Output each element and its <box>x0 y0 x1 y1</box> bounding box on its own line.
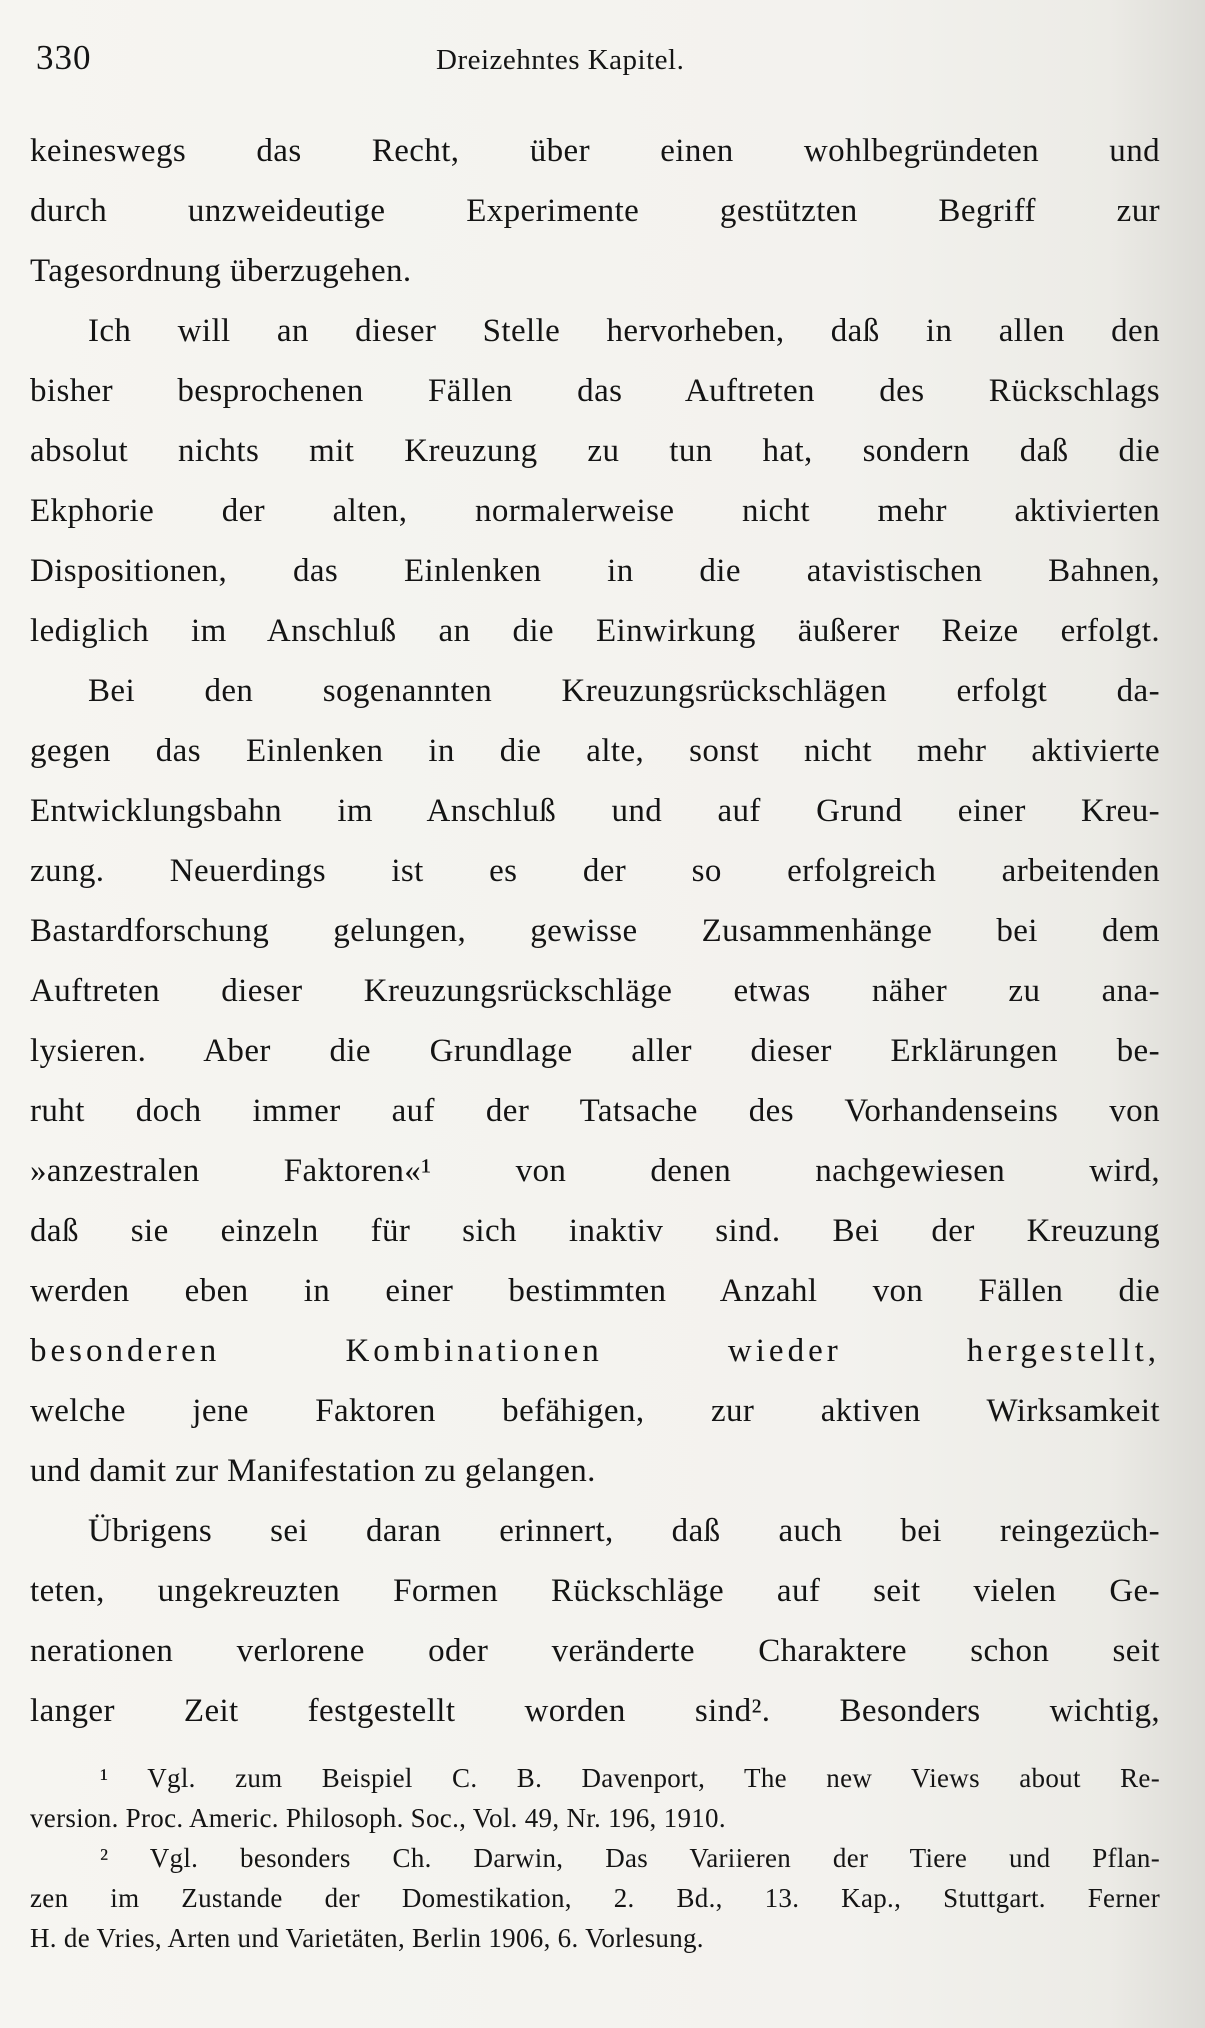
text-line: gegen das Einlenken in die alte, sonst nicht mehr aktivierte <box>30 733 1160 769</box>
page-number: 330 <box>36 38 92 77</box>
text-line: und damit zur Manifestation zu gelangen. <box>30 1453 596 1489</box>
text-line: Ekphorie der alten, normalerweise nicht mehr aktivierten <box>30 493 1160 529</box>
footnote-line: ² Vgl. besonders Ch. Darwin, Das Variieren der Tiere und Pflan- <box>100 1843 1160 1873</box>
footnotes <box>30 1758 1160 1958</box>
text-line: Bei den sogenannten Kreuzungsrückschlägen erfolgt da- <box>88 673 1160 709</box>
text-line: Auftreten dieser Kreuzungsrückschläge etwas näher zu ana- <box>30 973 1160 1009</box>
text-line: teten, ungekreuzten Formen Rückschläge auf seit vielen Ge- <box>30 1573 1160 1609</box>
text-line: »anzestralen Faktoren«¹ von denen nachgewiesen wird, <box>30 1153 1160 1189</box>
footnote-line: ¹ Vgl. zum Beispiel C. B. Davenport, The new Views about Re- <box>100 1763 1160 1793</box>
text-line: ruht doch immer auf der Tatsache des Vorhandenseins von <box>30 1093 1160 1129</box>
text-line: daß sie einzeln für sich inaktiv sind. Bei der Kreuzung <box>30 1213 1160 1249</box>
text-line: langer Zeit festgestellt worden sind². Besonders wichtig, <box>30 1693 1160 1729</box>
body-text <box>30 121 1160 1741</box>
text-line: nerationen verlorene oder veränderte Charaktere schon seit <box>30 1633 1160 1669</box>
page-header <box>36 38 1160 94</box>
running-head: Dreizehntes Kapitel. <box>436 44 685 76</box>
text-line: lysieren. Aber die Grundlage aller dieser Erklärungen be- <box>30 1033 1160 1069</box>
text-line: Bastardforschung gelungen, gewisse Zusammenhänge bei dem <box>30 913 1160 949</box>
text-line: Entwicklungsbahn im Anschluß und auf Grund einer Kreu- <box>30 793 1160 829</box>
text-line: Tagesordnung überzugehen. <box>30 253 412 289</box>
text-line: keineswegs das Recht, über einen wohlbegründeten und <box>30 133 1160 169</box>
text-line: Dispositionen, das Einlenken in die atavistischen Bahnen, <box>30 553 1160 589</box>
text-line: zung. Neuerdings ist es der so erfolgreich arbeitenden <box>30 853 1160 889</box>
text-line: bisher besprochenen Fällen das Auftreten des Rückschlags <box>30 373 1160 409</box>
text-line: durch unzweideutige Experimente gestützten Begriff zur <box>30 193 1160 229</box>
text-line: absolut nichts mit Kreuzung zu tun hat, sondern daß die <box>30 433 1160 469</box>
text-line: lediglich im Anschluß an die Einwirkung äußerer Reize erfolgt. <box>30 613 1160 649</box>
text-line: Übrigens sei daran erinnert, daß auch bei reingezüch- <box>88 1513 1160 1549</box>
text-line: werden eben in einer bestimmten Anzahl von Fällen die <box>30 1273 1160 1309</box>
text-line: besonderen Kombinationen wieder hergestellt, <box>30 1333 1160 1369</box>
footnote-line: zen im Zustande der Domestikation, 2. Bd., 13. Kap., Stuttgart. Ferner <box>30 1883 1160 1913</box>
text-line: welche jene Faktoren befähigen, zur aktiven Wirksamkeit <box>30 1393 1160 1429</box>
footnote-line: H. de Vries, Arten und Varietäten, Berlin 1906, 6. Vorlesung. <box>30 1923 704 1953</box>
footnote-line: version. Proc. Americ. Philosoph. Soc., Vol. 49, Nr. 196, 1910. <box>30 1803 726 1833</box>
text-line: Ich will an dieser Stelle hervorheben, daß in allen den <box>88 313 1160 349</box>
